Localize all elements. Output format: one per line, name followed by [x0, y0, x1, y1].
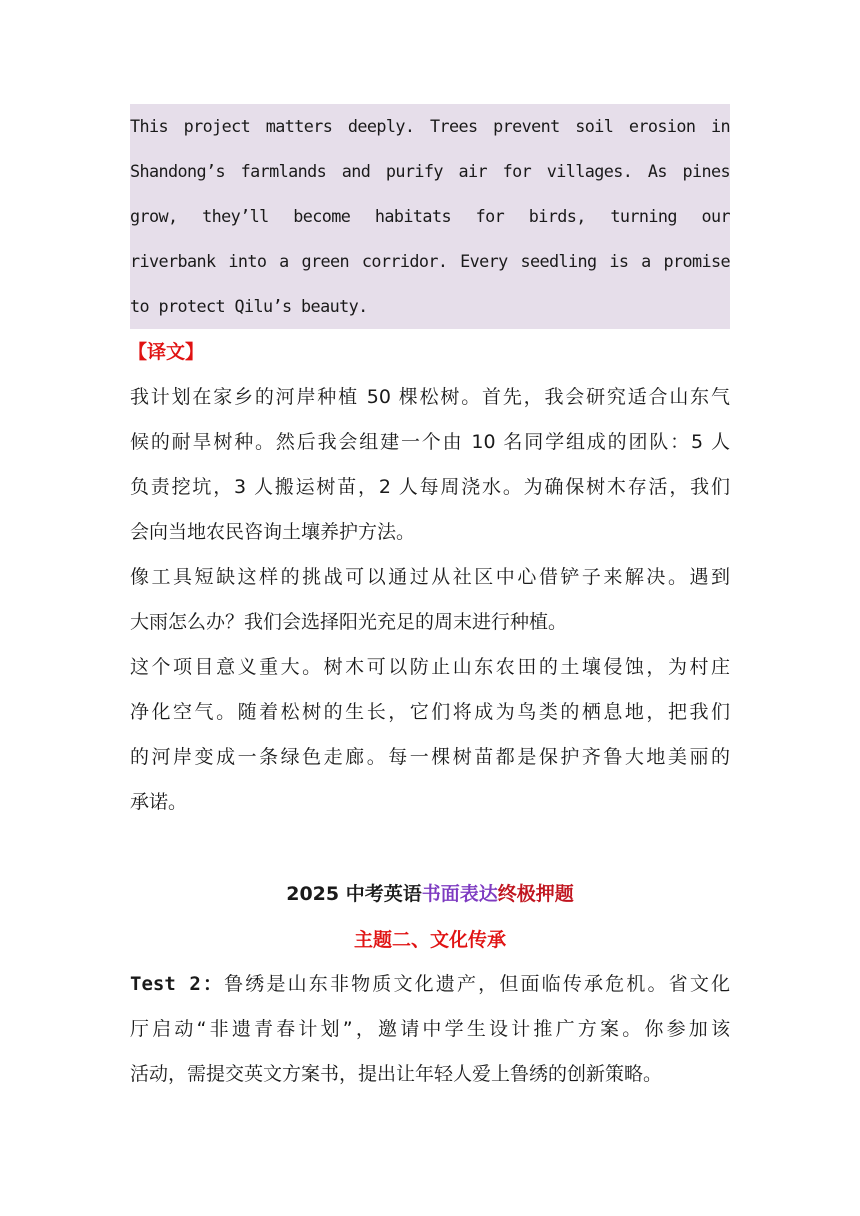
english-paragraph — [130, 104, 730, 329]
translation-line: 这个项目意义重大。树木可以防止山东农田的土壤侵蚀，为村庄 — [130, 656, 730, 678]
english-line: to protect Qilu’s beauty. — [130, 296, 368, 316]
translation-line: 像工具短缺这样的挑战可以通过从社区中心借铲子来解决。遇到 — [130, 566, 730, 588]
test-text: 鲁绣是山东非物质文化遗产，但面临传承危机。省文化 — [224, 973, 730, 995]
section-title-part: 2025 中考英语 — [286, 883, 422, 905]
document-page — [130, 104, 730, 1097]
translation-line: 候的耐旱树种。然后我会组建一个由 10 名同学组成的团队：5 人 — [130, 431, 730, 453]
translation-line: 大雨怎么办？我们会选择阳光充足的周末进行种植。 — [130, 611, 568, 633]
test-line: 活动，需提交英文方案书，提出让年轻人爱上鲁绣的创新策略。 — [130, 1063, 663, 1085]
spacer — [130, 825, 730, 870]
theme-title: 主题二、文化传承 — [353, 929, 506, 951]
test-prompt — [130, 962, 730, 1097]
section-title-part: 书面表达 — [421, 883, 498, 905]
test-line: 厅启动“非遗青春计划”，邀请中学生设计推广方案。你参加该 — [130, 1018, 730, 1040]
section-title — [130, 870, 730, 918]
test-line — [130, 962, 730, 1007]
translation-line: 净化空气。随着松树的生长，它们将成为鸟类的栖息地，把我们 — [130, 701, 730, 723]
translation-line: 会向当地农民咨询土壤养护方法。 — [130, 521, 416, 543]
translation-label: 【译文】 — [128, 341, 205, 363]
translation-line: 的河岸变成一条绿色走廊。每一棵树苗都是保护齐鲁大地美丽的 — [130, 746, 730, 768]
english-line: riverbank into a green corridor. Every seedling is a promise — [130, 251, 730, 271]
english-line: Shandong’s farmlands and purify air for villages. As pines — [130, 161, 730, 181]
section-title-part: 终极押题 — [497, 883, 574, 905]
translation-line: 我计划在家乡的河岸种植 50 棵松树。首先，我会研究适合山东气 — [130, 386, 730, 408]
translation-line: 承诺。 — [130, 791, 188, 813]
translation-line: 负责挖坑，3 人搬运树苗，2 人每周浇水。为确保树木存活，我们 — [130, 476, 730, 498]
english-line: grow, they’ll become habitats for birds, turning our — [130, 206, 730, 226]
test-label: Test 2： — [130, 973, 225, 995]
translation-paragraph — [130, 375, 730, 825]
english-line: This project matters deeply. Trees prevent soil erosion in — [130, 116, 730, 136]
